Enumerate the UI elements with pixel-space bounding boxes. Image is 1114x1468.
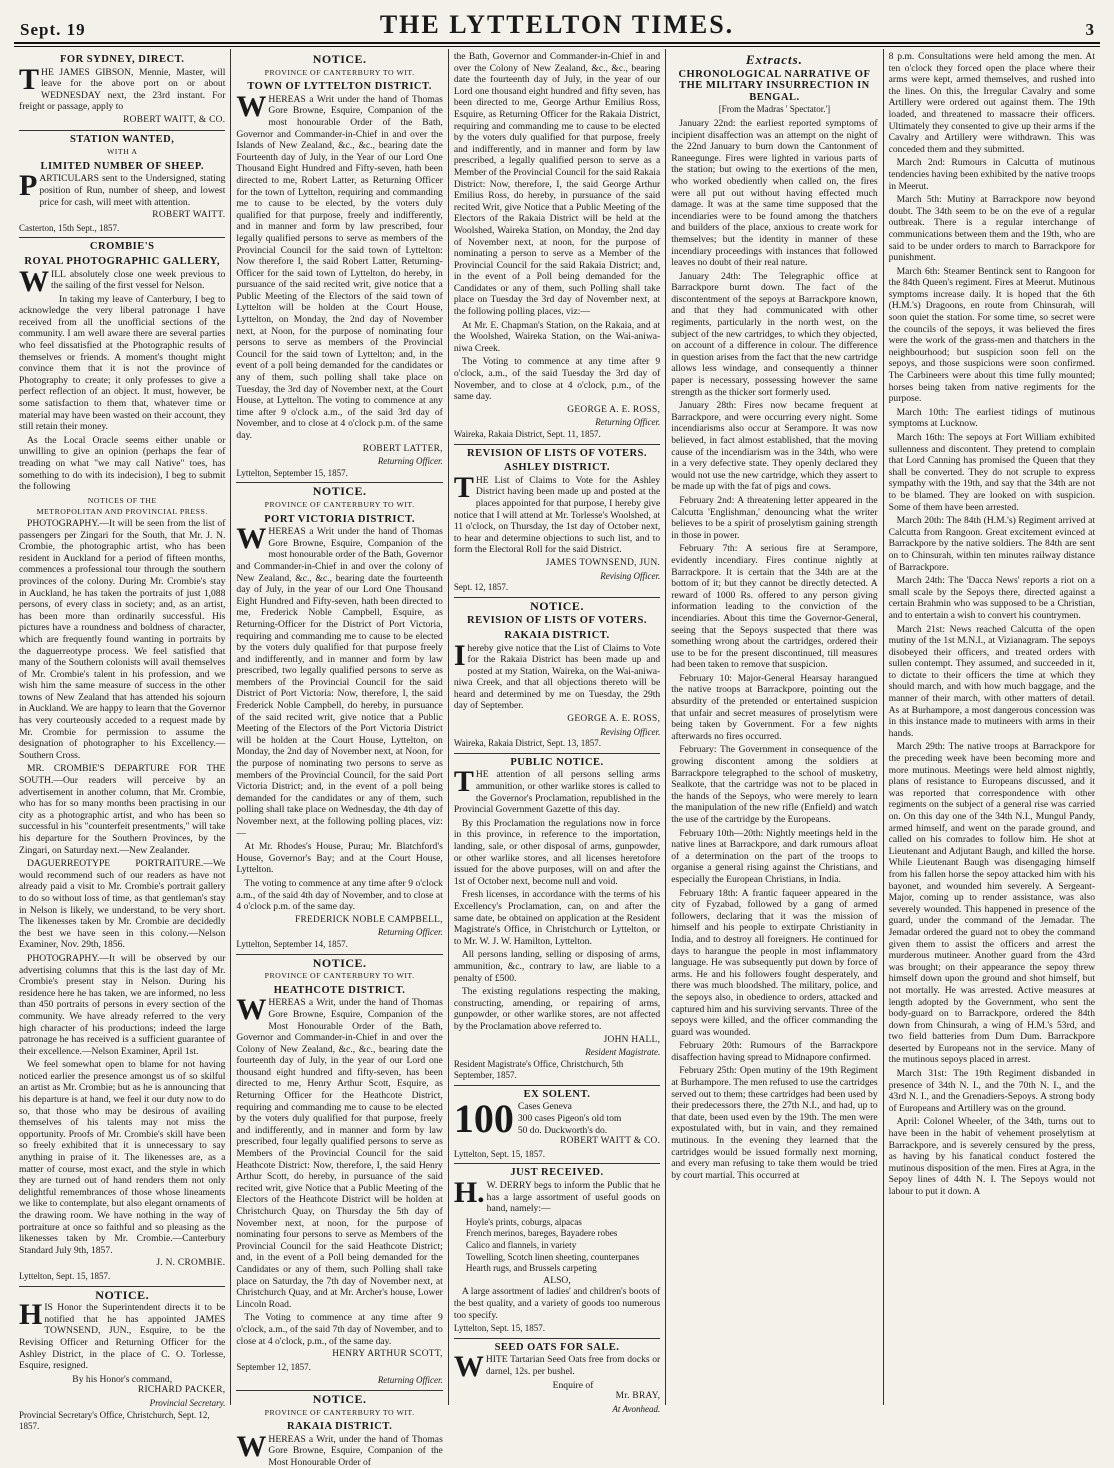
columns (14, 49, 1100, 1468)
ad-subtitle: METROPOLITAN AND PROVINCIAL PRESS. (36, 507, 208, 517)
notice-district: ASHLEY DISTRICT. (504, 462, 611, 474)
ad-body: WILL absolutely close one week previous to the sailing of the first vessel for Nelson. (19, 264, 226, 298)
notice-body: At Mr. Rhodes's House, Purau; Mr. Blatchford's House, Governor's Bay; and at the Court House, Lyttelton. (236, 841, 443, 876)
ad-title: STATION WANTED, (70, 133, 175, 145)
column-3 (449, 49, 666, 1414)
ad-body: PHOTOGRAPHY.—It will be observed by our advertising columns that this is the last day of Mr. Crombie's present stay in Nelson. During his residence here he has taken, we are informed, no less than 450 portraits of persons in every section of the community. We have already referred to the very high character of his productions; indeed the large patronage he has received is a sufficient guarantee of their excellence.—Nelson Examiner, April 1st. (19, 952, 226, 1057)
ad-body: MR. CROMBIE'S DEPARTURE FOR THE SOUTH.—Our readers will perceive by an advertisement in another column, that Mr. Crombie, who has for so many months been practising in our city as a photographic artist, and who has been so successful in his "counterfeit presentments," will take his departure for the Southern Provinces, by the Zingari, on Saturday next.—New Zealander. (19, 763, 226, 856)
article-paragraph: March 29th: The native troops at Barrackpore for the preceding week have been becoming more and more mutinous. Meetings were held almost nightly, plans of resistance to Europeans discussed, and it was reported that correspondence with other regiments on the subject of a general rise was carried on. On this day one of the 34th N.I., Mungul Pandy, armed himself, and went on the parade ground, and called on his comrades to follow him. He shot at Lieutenant and Adjutant Baugh, and killed the horse. While Lieutenant Baugh was disengaging himself from his fallen horse the sepoy attacked him with his bayonet, and wounded him severely. A Sergeant-Major, coming up to render assistance, was also severely wounded. This happened in presence of the guard, under the command of the Jemadar. The Jemadar ordered the guard not to obey the command given them to assist the officers and arrest the murderous mutineer. Another guard from the 43rd was brought; on their appearance the sepoy threw himself down upon the ground and shot himself, but not mortally. He was arrested. Active measures at length adopted by the Government, who sent the body-guard on to Barrackpore, ordered the 84th down from Chinsurah, a wing of H.M.'s 53rd, and two field batteries from Dum Dum. Barrackpore deserted by Europeans not in the service. Many of the mutinous sepoys placed in arrest. (888, 741, 1096, 1066)
notice-date: Resident Magistrate's Office, Christchurch, 5th September, 1857. (453, 1058, 624, 1081)
notice-body: THE attention of all persons selling arms ammunition, or other warlike stores is called to the Governor's Proclamation, republished in the Provincial Government Gazette of this day. (453, 765, 661, 816)
notice-province: PROVINCE OF CANTERBURY TO WIT. (264, 499, 415, 509)
ad-title: ROYAL PHOTOGRAPHIC GALLERY, (24, 255, 221, 267)
notice-signature-title: Revising Officer. (600, 570, 661, 581)
notice-signature: FREDERICK NOBLE CAMPBELL, (294, 914, 443, 925)
column-1 (14, 49, 231, 1432)
notice-title: REVISION OF LISTS OF VOTERS. (467, 447, 648, 459)
ad-body: In taking my leave of Canterbury, I beg to acknowledge the very liberal patronage I have received from all the unofficial sections of the community. I am well aware there are several parties who feel dissatisfied at the Photographic results of themselves or friends. A moment's thought might convince them that it is not the province of Photography to create; it only professes to give a perfect reflection of an object. It must, however, be some satisfaction to them that, whatever time or material may have been wasted on their account, they still retain their money. (19, 293, 226, 433)
notice-title: NOTICE. (312, 484, 367, 499)
masthead-rule (14, 46, 1100, 47)
notice-body: Ihereby give notice that the List of Claims to Vote for the Rakaia District has been made up and posted at my Station, Waireka, on the Wai-aniwa-niwa Creek, and that all objections thereto will be heard and determined by me on Tuesday, the 29th day of September. (453, 638, 661, 712)
newspaper-title: THE LYTTELTON TIMES. (379, 10, 735, 39)
ad-title: FOR SYDNEY, DIRECT. (59, 54, 185, 65)
list-item: Hoyle's prints, coburgs, alpacas (465, 1216, 582, 1227)
article-paragraph: March 5th: Mutiny at Barrackpore now beyond doubt. The 34th seem to be on the eve of a regular outbreak. There is a regular interchange of communications between them and the 19th, who are said to be under orders to march to Barrackpore for punishment. (888, 194, 1096, 264)
notice-body: THE List of Claims to Vote for the Ashley District having been made up and posted at the places appointed for that purpose, I hereby give notice that I will attend at Mr. Torlesse's Woolshed, at 11 o'clock, on Thursday, the 1st day of October next, to hear and determine objections to such list, and to form the Electoral Roll for the said District. (453, 470, 661, 556)
ad-title: JUST RECEIVED. (510, 1167, 604, 1179)
masthead (14, 10, 1100, 44)
divider (454, 753, 660, 754)
article-paragraph: February 10th—20th: Nightly meetings held in the native lines at Barrackpore, and dark rumours afloat of a determination on the part of the troops to organise a general rising against the Christians, and especially the European Christians, in India. (671, 827, 878, 885)
ad-signature-place: At Avonhead. (612, 1403, 661, 1414)
article-paragraph: March 2nd: Rumours in Calcutta of mutinous tendencies having been exhibited by the native troops in Meerut. (888, 157, 1096, 192)
notice-signature: JOHN HALL, (603, 1034, 661, 1045)
ad-date: Lyttelton, Sept. 15, 1857. (19, 1270, 111, 1281)
notice-date: Provincial Secretary's Office, Christchurch, Sept. 12, 1857. (19, 1409, 210, 1432)
ad-date: Lyttelton, Sept. 15, 1857. (453, 1323, 546, 1334)
notice-signature-title: Returning Officer. (377, 927, 443, 938)
issue-date: Sept. 19 (20, 20, 86, 39)
notice-body: WHEREAS a Writ, under the hand of Thomas Gore Browne, Esquire, Companion of the Most Honourable Order of the Bath, Governor and Commander-in-Chief in and over the Colony of New Zealand, &c., &c., bearing date the fourteenth day of July, in the year of our Lord one thousand eight hundred and fifty-seven, has been directed to me, Henry Arthur Scott, Esquire, as Returning Officer for the Heathcote District, requiring and commanding me to cause to be elected by the voters duly qualified for that purpose, freely and indifferently, and in manner and form by law prescribed, four legally qualified persons to serve as Members of the Provincial Council for the said Heathcote District: Now, therefore, I, the said Henry Arthur Scott, do hereby, in pursuance of the said recited writ, give Notice that a Public Meeting of the Electors of the Heathcote District will be holden at Christchurch Quay, on Thursday the 5th day of November next, at noon, for the purpose of nominating four persons to serve as Members of the Provincial Council for the said Heathcote District; and, in the event of a Poll being demanded for the Candidates or any of them, such Polling shall take place on Saturday, the 7th day of November next, at Christchurch Quay, and at Mr. Archer's house, Lower Lincoln Road. (236, 993, 443, 1310)
section-heading: Extracts. (745, 52, 803, 67)
notice-signature: JAMES TOWNSEND, JUN. (545, 557, 661, 568)
notice-district: TOWN OF LYTTELTON DISTRICT. (247, 81, 432, 93)
notice-body: All persons landing, selling or disposing of arms, ammunition, &c., contrary to law, are liable to a penalty of £500. (453, 949, 661, 984)
notice-body: The Voting to commence at any time after 9 o'clock, a.m., of the said Tuesday the 3rd day of November, and to close at 4 o'clock, p.m., of the same day. (453, 356, 661, 403)
article-title: CHRONOLOGICAL NARRATIVE OF THE MILITARY INSURRECTION IN BENGAL. (678, 68, 871, 103)
notice-signature: GEORGE A. E. ROSS, (567, 404, 661, 415)
notice-body: WHEREAS a Writ under the hand of Thomas Gore Browne, Esquire, Companion of the most honourable order of the Bath, Governor and Commander-in-Chief in and over the colony of New Zealand, &c., &c., bearing date the fourteenth day of July, in the year of our Lord One Thousand Eight Hundred and Fifty-seven, hath been directed to me, Frederick Noble Campbell, Esquire, as Returning-Officer for the District of Port Victoria, requiring and commanding me to cause to be elected by the voters duly qualified for that purpose freely and indifferently, and in manner and form by law prescribed, two legally qualified persons to serve as members of the Provincial Council for the said District of Port Victoria: Now, therefore, I, the said Frederick Noble Campbell, do hereby, in pursuance of the said recited writ, give notice that a Public Meeting of the Electors of the Port Victoria District will be holden at the Court House, Lyttelton, on Monday, the 2nd day of November next, at Noon, for the purpose of nominating two persons to serve as members of the Provincial Council, for the said Port Victoria District; and, in the event of a poll being demanded for the candidates or any of them, such polling shall take place on Wednesday, the 4th day of November next, at the following polling places, viz:— (236, 522, 443, 839)
ad-line: Cases Geneva (517, 1101, 572, 1113)
list-item: Towelling, Scotch linen sheeting, counterpanes (465, 1251, 640, 1262)
ad-title: CROMBIE'S (89, 241, 155, 253)
article-paragraph: March 31st: The 19th Regiment disbanded in presence of 34th N. I., and the 70th N. I., and the 43rd N. I., and the Grenadiers-Sepoys. A strong body of Europeans and Artillery was on the ground. (888, 1068, 1096, 1114)
article-paragraph: February 18th: A frantic faqueer appeared in the city of Fyzabad, followed by a gang of armed followers, declaring that it was the mission of himself and his people to extirpate Christianity in India, and to destroy all foreigners. He continued for days to harangue the people in most inflammatory language. He was subsequently put down by force of arms. He and his followers fought desperately, and there was much bloodshed. The military, police, and the sepoys also, in obedience to orders, attacked and captured him and his surviving servants. Three of the sepoys were killed, and the officer commanding the guard was wounded. (671, 887, 878, 1038)
notice-district: PORT VICTORIA DISTRICT. (264, 513, 415, 525)
notice-signature-title: Returning Officer. (377, 456, 443, 467)
notice-district: RAKAIA DISTRICT. (286, 1421, 393, 1433)
article-paragraph: March 6th: Steamer Bentinck sent to Rangoon for the 84th Queen's regiment. Fires at Meerut. Mutinous symptoms increase daily. It is hoped that the 6th (H.M.'s) Dragoons, en route from Chinsurah, will soon quiet the station. For some time, so secret were the councils of the sepoys, it was believed the fires were the work of the grass-men and thatchers in the neighbourhood; but suspicion soon fell on the sepoys, and those suspicions were soon confirmed. The Carbineers were about this time fully mounted; horses being taken from native regiments for the purpose. (888, 265, 1096, 405)
divider (236, 954, 442, 955)
article-paragraph: March 24th: The 'Dacca News' reports a riot on a small scale by the Sepoys there, directed against a certain Brahmin who was supposed to be a Christian, and to entertain a wish to convert his countrymen. (888, 575, 1096, 621)
notice-signature: ROBERT LATTER, (362, 443, 443, 454)
notice-command: By his Honor's command, (72, 1373, 173, 1385)
divider (19, 1286, 225, 1287)
notice-date: Lyttelton, September 14, 1857. (236, 938, 348, 949)
article-paragraph: March 16th: The sepoys at Fort William exhibited sullenness and discontent. They pretend to complain that Lord Canning has promised the Queen that they shall be converted. They do not scruple to express sympathy with the 19th, and say that the 34th are not to be blamed. They are looked on with suspicion. Some of them have been arrested. (888, 432, 1096, 513)
notice-date: Waireka, Rakaia District, Sept. 13, 1857. (453, 738, 602, 749)
ad-signature: J. N. CROMBIE. (156, 1258, 226, 1269)
notice-signature-title: Revising Officer. (600, 726, 661, 737)
article-paragraph: February 20th: Rumours of the Barrackpore disaffection having spread to Midnapore confirmed. (671, 1040, 878, 1063)
notice-date: September 12, 1857. (236, 1361, 311, 1372)
notice-signature: RICHARD PACKER, (137, 1385, 226, 1396)
notice-date: Sept. 12, 1857. (453, 582, 509, 593)
ad-body: PHOTOGRAPHY.—It will be seen from the list of passengers per Zingari for the South, that Mr. J. N. Crombie, the photographic artist, who has been resident in Auckland for a period of fifteen months, commences a professional tour through the southern provinces of the colony. During Mr. Crombie's stay in Auckland, he has taken the portraits of just 1,088 persons, of every class in society; and, as an artist, has been more than ordinarily successful. His pictures have a roundness and boldness of character, which are frequently found wanting in portraits by the daguerreotype process. We feel satisfied that many of the Southern colonists will avail themselves of Mr. Crombie's talent in his profession, and we wish him the same measure of success in the other towns of New Zealand that has attended his sojourn in Auckland. We are happy to learn that the Governor has very courteously acceded to a request made by Mr. Crombie for permission to assume the designation of photographer to his Excellency.—Southern Cross. (19, 517, 226, 761)
notice-body: HIS Honor the Superintendent directs it to be notified that he has appointed JAMES TOWNSEND, JUN., Esquire, to be the Revising Officer and Returning Officer for the Ashley District, in the place of C. O. Torlesse, Esquire, resigned. (19, 1298, 226, 1372)
article-paragraph: March 10th: The earliest tidings of mutinous symptoms at Lucknow. (888, 406, 1096, 430)
ad-title: EX SOLENT. (523, 1088, 591, 1100)
notice-title: NOTICE. (312, 955, 367, 970)
notice-title: NOTICE. (312, 1391, 367, 1406)
ad-body: We feel somewhat open to blame for not having noticed earlier the presence amongst us of so skilful an artist as Mr. Crombie; but as he is announcing that his departure is at hand, we feel it our duty now to do so, that those who may be desirous of availing themselves of his talents may not miss the opportunity. Proofs of Mr. Crombie's skill have been so freely exhibited that it is unnecessary to say anything in praise of it. The likenesses are, as a matter of course, most exact, and the style in which they are turned out of hand renders them not only delightful remembrances of those whose lineaments we like to contemplate, but also elegant ornaments of the drawing room. We have nothing in the way of portraiture at once so faithful and so pleasing as the likenesses taken by Mr. Crombie.—Canterbury Standard July 9th, 1857. (19, 1059, 226, 1256)
notice-body: The voting to commence at any time after 9 o'clock a.m., of the said 4th day of November, and to close at 4 o'clock p.m. of the same day. (236, 877, 443, 913)
ad-date: Lyttelton, Sept. 15, 1857. (453, 1148, 546, 1159)
notice-body: The Voting to commence at any time after 9 o'clock, a.m., of the said 7th day of November, and to close at 4 o'clock, p.m., of the same day. (236, 1312, 443, 1347)
divider (454, 597, 660, 598)
notice-body: WHEREAS a Writ under the hand of Thomas Gore Browne, Esquire, Companion of the most honourable Order of the Bath, Governor and Commander-in-Chief in and over the Islands of New Zealand, &c., &c., bearing date the Fourteenth day of July, in the Year of our Lord One Thousand Eight Hundred and Fifty-seven, hath been directed to me, Robert Latter, as Returning Officer for the town of Lyttelton, requiring and commanding me to cause to be elected, by the voters duly qualified for that purpose, freely and indifferently, and in manner and form by law prescribed, four legally qualified persons to serve as members of the Provincial Council for the said town of Lyttelton: Now therefore I, the said Robert Latter, Returning-Officer for the said town of Lyttelton, do hereby, in pursuance of the said recited writ, give notice that a Public Meeting of the Electors of the said town of Lyttelton will be holden at the Court House, Lyttelton, on Monday, the 2nd day of November next, at Noon, for the purpose of nominating four persons to serve as members of the Provincial Council for the said town of Lyttelton; and, in the event of a poll being demanded for the candidates or any of them, such polling shall take place on Tuesday, the 3rd day of November next, at the Court House, at Lyttelton. The voting to commence at any time after 9 o'clock a.m., of the said 3rd day of November, and to close at 4 o'clock p.m. of the same day. (236, 89, 443, 441)
divider (236, 482, 442, 483)
article-paragraph: January 22nd: the earliest reported symptoms of incipient disaffection was an attempt on the night of the 22nd January to burn down the Cantonment of Raneegunge. Fires were lighted in various parts of the station; but owing to the exertions of the men, who worked obediently when called on, the fires were all put out without having effected much damage. It was at the same time supposed that the incendiaries were to be found among the thatchers and builders of the place, anxious to create work for themselves; but the identity in manner of these incendiary proceedings with instances that followed leaves no doubt of their real nature. (671, 117, 878, 269)
notice-signature-title: Returning Officer. (595, 417, 661, 428)
list-item: Calico and flannels, in variety (465, 1240, 577, 1250)
notice-body: At Mr. E. Chapman's Station, on the Rakaia, and at the Woolshed, Waireka Station, on the Wai-aniwa-niwa Creek. (453, 319, 661, 354)
ad-signature: Mr. BRAY, (615, 1391, 661, 1402)
article-paragraph: April: Colonel Wheeler, of the 34th, turns out to have been in the habit of vehement proselytism at Barrackpore, and is severely censured by the press, as having by his fanatical conduct fostered the mutinous disposition of the men. Fires at Agra, in the Sepoy lines of 44th N. I. The Sepoys would not labour to put it down. A (888, 1116, 1096, 1197)
notice-title: NOTICE. (530, 598, 584, 613)
ad-title: SEED OATS FOR SALE. (494, 1341, 620, 1353)
notice-body: The existing regulations respecting the making, constructing, amending, or repairing of arms, gunpowder, or other warlike stores, are not affected by the Proclamation above referred to. (453, 986, 661, 1032)
ad-subtitle: WITH A (106, 147, 138, 157)
page-number: 3 (1085, 20, 1094, 39)
notice-title: REVISION OF LISTS OF VOTERS. (467, 615, 648, 627)
divider (454, 1338, 660, 1339)
notice-signature: GEORGE A. E. ROSS, (567, 714, 661, 725)
divider (19, 237, 225, 238)
ad-list (454, 1217, 660, 1275)
article-paragraph: February 10: Major-General Hearsay harangued the native troops at Barrackpore, pointing out the absurdity of the pretended or entertained suspicion that unfair and secret measures of proselytism were being taken by Government. For a few nights afterwards no fires occurred. (671, 672, 878, 742)
ad-body: H.W. DERRY begs to inform the Public that he has a large assortment of useful goods on hand, namely:— (453, 1176, 661, 1215)
notice-body: By this Proclamation the regulations now in force in this province, in reference to the importation, landing, sale, or other disposal of arms, gunpowder, or other warlike stores, and all licenses heretofore issued for the above purposes, will on and after the 1st of October next, become null and void. (453, 817, 661, 887)
article-paragraph: February 25th: Open mutiny of the 19th Regiment at Burhampore. The men refused to use the cartridges served out to them; these cartridges had been used by their predecessors there, the 27th N.I., and had, up to that date, been used even by the 19th. The men were expostulated with, but in vain, and they remained mutinous. In the evening they learned that the cartridges would be issued formally next morning, and every man refusing to take them would be tried by court martial. This occurred at (671, 1065, 878, 1181)
notice-title: NOTICE. (95, 1287, 150, 1302)
ad-body: PARTICULARS sent to the Undersigned, stating position of Run, number of sheep, and lowest price for cash, will meet with attention. (19, 169, 226, 208)
ad-signature: ROBERT WAITT. (152, 210, 226, 221)
list-item: Hearth rugs, and Brussels carpeting (465, 1263, 597, 1274)
notice-date: Waireka, Rakaia District, Sept. 11, 1857. (453, 429, 601, 439)
column-5 (884, 49, 1100, 1405)
article-paragraph: 8 p.m. Consultations were held among the men. At ten o'clock they forced open the place where their arms were kept, armed themselves, and rushed into the lines. On this, the Irregular Cavalry and some Artillery were ordered out against them. The 19th loaded, and threatened to massacre their officers. Ultimately they consented to give up their arms if the Cavalry and Artillery were withdrawn. This was conceded them and they submitted. (888, 51, 1096, 155)
divider (454, 1163, 660, 1164)
ad-signature: ROBERT WAITT, & CO. (123, 114, 226, 125)
notice-signature-title: Returning Officer. (377, 1375, 443, 1386)
notice-date: Lyttelton, September 15, 1857. (236, 467, 348, 478)
article-paragraph: January 24th: The Telegraphic office at Barrackpore burnt down. The fact of the discontentment of the sepoys at Barrackpore known, and that they had communicated with other regiments, particularly in the north west, on the subject of the new cartridges, to which they objected, on account of a difference in colour. The difference in question arises from the fact that the new cartridge allows less windage, and consequently a thinner paper is necessary, possessing however the same strength as the thicker sort formerly used. (671, 270, 878, 398)
notice-signature-title: Resident Magistrate. (585, 1047, 661, 1058)
ad-body: WHITE Tartarian Seed Oats free from docks or darnel, 12s. per bushel. (453, 1350, 661, 1384)
notice-signature: HENRY ARTHUR SCOTT, (332, 1349, 443, 1360)
divider (454, 1085, 660, 1086)
article-paragraph: March 20th: The 84th (H.M.'s) Regiment arrived at Calcutta from Rangoon. Great excitement evinced at Barrackpore by the native soldiers. The 84th are sent on to Chinsurah, within ten minutes railway distance of Barrackpore. (888, 515, 1096, 573)
notice-title: PUBLIC NOTICE. (510, 756, 604, 768)
article-paragraph: January 28th: Fires now became frequent at Barrackpore, and were occurring every night. Some incendiarisms also occur at Serampore. It was now believed, in fact almost established, that the moving cause of the incendiarism was in the 34th, who were in a very defective state. They openly declared they would not use the new cartridge, which they assert to be made up with the fat of pigs and cows. (671, 400, 878, 493)
notice-signature-title: Provincial Secretary. (149, 1397, 226, 1408)
notice-district: RAKAIA DISTRICT. (504, 629, 610, 641)
ad-also: ALSO, (543, 1274, 571, 1286)
ad-signature: ROBERT WAITT & CO. (560, 1136, 661, 1147)
article-paragraph: February 7th: A serious fire at Serampore, evidently incendiary. Fires continue nightly at Barrackpore. It is certain that the 34th are at the bottom of it; but they cannot be directly detected. A reward of 1000 Rs. offered to any person giving information leading to the conviction of the incendiaries. About this time the Governor-General, seeing that the Sepoys suspected that there was something wrong about the cartridges, ordered their use to be for the present discontinued, till measures had been taken to remove that suspicion. (671, 543, 878, 671)
ad-line: 50 do. Duckworth's do. (517, 1124, 608, 1136)
notice-district: HEATHCOTE DISTRICT. (273, 984, 406, 996)
article-source: [From the Madras ' Spectator.'] (718, 104, 831, 115)
divider (236, 1390, 442, 1391)
divider (19, 130, 225, 131)
ad-date: Casterton, 15th Sept., 1857. (19, 222, 120, 233)
list-item: French merinos, bareges, Bayadere robes (465, 1228, 618, 1239)
notice-body: WHEREAS a Writ, under the hand of Thomas Gore Browne, Esquire, Companion of the Most Honourable Order of (236, 1429, 443, 1468)
ad-body: As the Local Oracle seems either unable or unwilling to give an opinion (perhaps the fear of treading on what "we may call Native" toes, has something to do with its indecision), I beg to submit the following (19, 434, 226, 493)
notice-body: Fresh licenses, in accordance with the terms of his Excellency's Proclamation, can, on and after the same date, be obtained on application at the Resident Magistrate's Office, in Christchurch or Lyttelton, or to Mr. W. J. W. Hamilton, Lyttelton. (453, 889, 661, 947)
column-4 (666, 49, 883, 1405)
notice-province: PROVINCE OF CANTERBURY TO WIT. (264, 67, 415, 77)
ad-enquire: Enquire of (552, 1379, 594, 1391)
ad-line: 300 cases Pigeon's old tom (517, 1113, 622, 1125)
ad-body: DAGUERREOTYPE PORTRAITURE.—We would recommend such of our readers as have not already paid a visit to Mr. Crombie's portrait gallery to do so without loss of time, as that gentleman's stay in Nelson is likely, we understand, to be very short. The likenesses taken by Mr. Crombie are decidedly the best we have seen in this colony.—Nelson Examiner, Nov. 29th, 1856. (19, 858, 226, 951)
notice-province: PROVINCE OF CANTERBURY TO WIT. (264, 971, 415, 981)
ad-body: THE JAMES GIBSON, Mennie, Master, will leave for the above port on or about WEDNESDAY next, the 23rd instant. For freight or passage, apply to (19, 62, 226, 113)
notice-title: NOTICE. (312, 52, 367, 66)
ad-body: A large assortment of ladies' and children's boots of the best quality, and a variety of goods too numerous too specify. (453, 1286, 661, 1321)
ad-title: LIMITED NUMBER OF SHEEP. (40, 160, 204, 172)
ad-subtitle: NOTICES OF THE (87, 495, 157, 505)
ad-big-number: 100 (453, 1096, 514, 1142)
article-paragraph: February 2nd: A threatening letter appeared in the Calcutta 'Englishman,' denouncing what the writer believes to be a spirit of proselytism gaining strength in those in power. (671, 494, 878, 541)
notice-body: the Bath, Governor and Commander-in-Chief in and over the Colony of New Zealand, &c., &c., bearing date the fourteenth day of July, in the year of our Lord one thousand eight hundred and fifty seven, has been directed to me, George Arthur Emilius Ross, Esquire, as Returning Officer for the Rakaia District, requiring and commanding me to cause to be elected by the voters duly qualified for that purpose, freely and indifferently, and in manner and form by law prescribed, a legally qualified person to serve as a Member of the Provincial Council for the said Rakaia District: Now, therefore, I, the said George Arthur Emilius Ross, do hereby, in pursuance of the said recited Writ, give Notice that a Public Meeting of the Electors of the Rakaia District will be held at the Woolshed, Waireka Station, on Monday, the 2nd day of November next, at noon, for the purpose of nominating a person to serve as a Member of the Provincial Council for the said Rakaia District; and, in the event of a Poll being demanded for the Candidates or any of them, such Polling shall take place on Tuesday the 3rd day of November next, at the following polling places, viz:— (453, 51, 661, 318)
notice-province: PROVINCE OF CANTERBURY TO WIT. (264, 1407, 415, 1417)
divider (454, 444, 660, 445)
column-2 (231, 49, 448, 1468)
article-paragraph: March 21st: News reached Calcutta of the open mutiny of the 1st M.N.I., at Vizianagram. The sepoys disobeyed their officers, and treated orders with sullen contempt. They assumed, and succeeded in it, to dictate to their officers the time at which they should march, and with how much baggage, and the manner of their march, with other matters of detail. As at Burhampore, a most dangerous concession was in this instance made to mutineers with arms in their hands. (888, 623, 1096, 739)
article-paragraph: February: The Government in consequence of the growing discontent among the soldiers at Barrackpore telegraphed to the school of musketry, Sealkote, that the cartridge was not to be placed in the hands of the Sepoys, who were merely to learn the manipulation of the new rifle (Enfield) and watch the use of the cartridge by the Europeans. (671, 744, 878, 825)
